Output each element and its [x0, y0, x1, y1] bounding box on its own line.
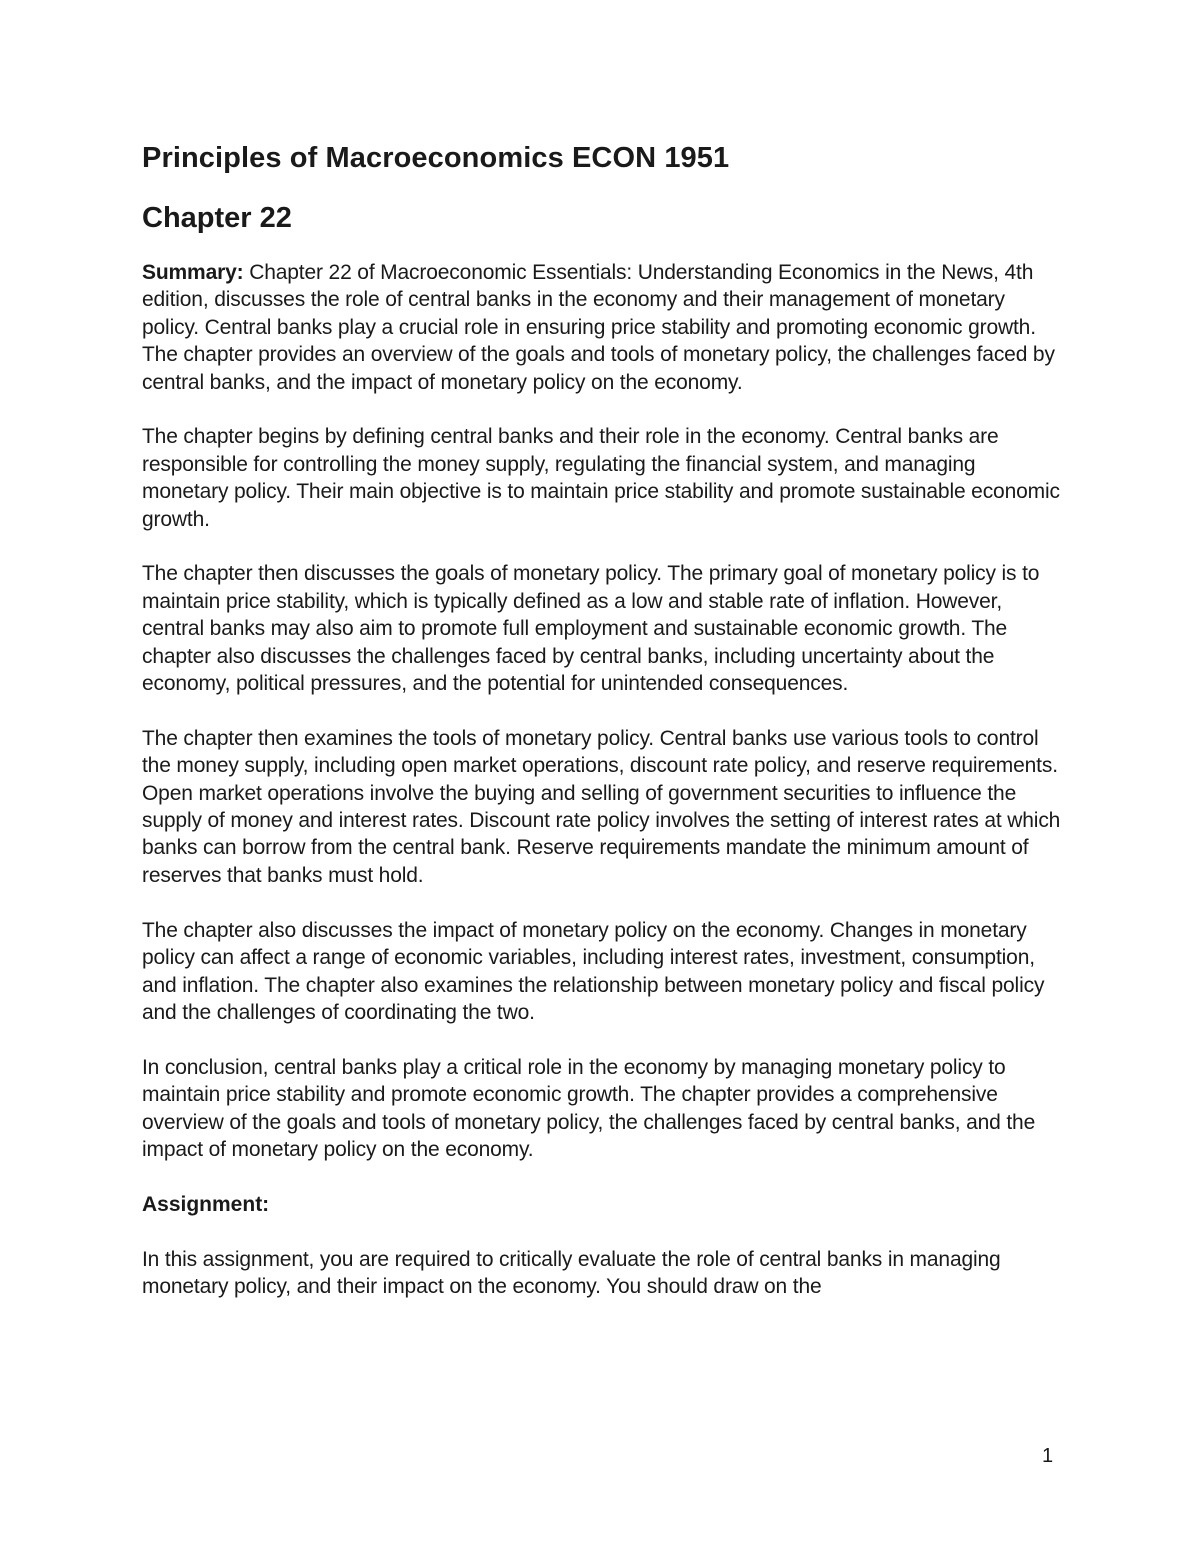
- assignment-paragraph: In this assignment, you are required to critically evaluate the role of central banks in managing monetary policy, and their impact on the economy. You should draw on the: [142, 1247, 1001, 1298]
- summary-label: Summary:: [142, 261, 244, 284]
- summary-text: Chapter 22 of Macroeconomic Essentials: Understanding Economics in the News, 4th edition, discusses the role of central banks in the economy and their management of monetary policy. Central banks play a crucial role in ensuring price stability and promoting economic growth. The chapter provides an overview of the goals and tools of monetary policy, the challenges faced by central banks, and the impact of monetary policy on the economy.: [142, 261, 1055, 394]
- paragraph-central-banks-role: The chapter begins by defining central banks and their role in the economy. Central banks are responsible for controlling the money supply, regulating the financial system, and managing monetary policy. Their main objective is to maintain price stability and promote sustainable economic growth.: [142, 425, 1060, 531]
- paragraph-conclusion: In conclusion, central banks play a critical role in the economy by managing monetary policy to maintain price stability and promote economic growth. The chapter provides a comprehensive overview of the goals and tools of monetary policy, the challenges faced by central banks, and the impact of monetary policy on the economy.: [142, 1055, 1036, 1161]
- chapter-title: Chapter 22: [142, 202, 292, 234]
- summary-paragraph: [142, 259, 1067, 396]
- assignment-heading: Assignment:: [142, 1192, 270, 1216]
- paragraph-monetary-tools: The chapter then examines the tools of monetary policy. Central banks use various tools to control the money supply, including open market operations, discount rate policy, and reserve requirements. Open market operations involve the buying and selling of government securities to influence the supply of money and interest rates. Discount rate policy involves the setting of interest rates at which banks can borrow from the central bank. Reserve requirements mandate the minimum amount of reserves that banks must hold.: [142, 726, 1061, 887]
- paragraph-monetary-impact: The chapter also discusses the impact of monetary policy on the economy. Changes in monetary policy can affect a range of economic variables, including interest rates, investment, consumption, and inflation. The chapter also examines the relationship between monetary policy and fiscal policy and the challenges of coordinating the two.: [142, 918, 1045, 1024]
- paragraph-monetary-goals: The chapter then discusses the goals of monetary policy. The primary goal of monetary policy is to maintain price stability, which is typically defined as a low and stable rate of inflation. However, central banks may also aim to promote full employment and sustainable economic growth. The chapter also discusses the challenges faced by central banks, including uncertainty about the economy, political pressures, and the potential for unintended consequences.: [142, 562, 1040, 696]
- document-title: Principles of Macroeconomics ECON 1951: [142, 142, 730, 174]
- page-content: [142, 140, 1067, 1328]
- page-number: 1: [1042, 1445, 1054, 1467]
